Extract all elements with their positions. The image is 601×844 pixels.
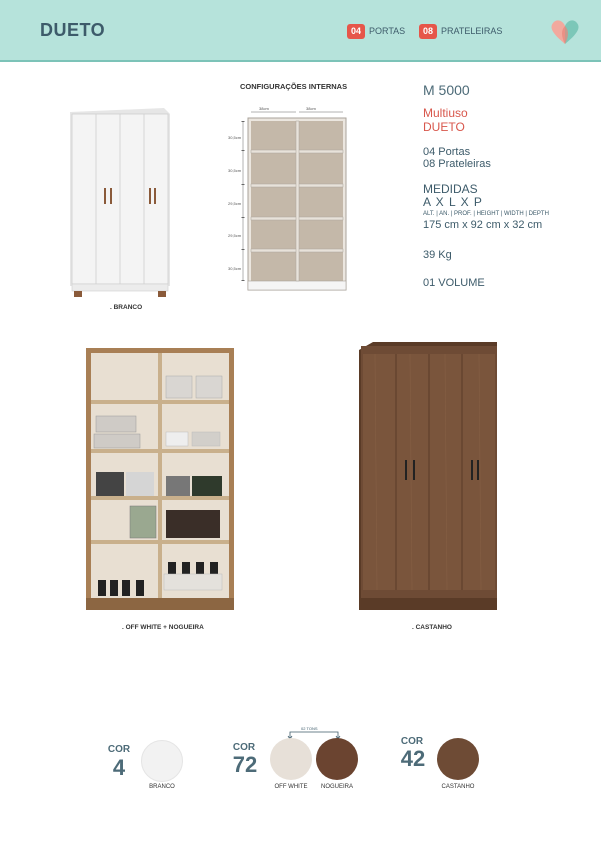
measures-legend: ALT. | AN. | PROF. | HEIGHT | WIDTH | DEPTH <box>423 211 549 217</box>
nogueira-swatch <box>316 738 358 780</box>
product-name: DUETO <box>423 120 465 134</box>
volumes-spec: 01 VOLUME <box>423 277 485 289</box>
brown-wardrobe-image <box>355 340 501 612</box>
internal-config-diagram <box>226 104 350 296</box>
dim-top-right: 38cm <box>306 106 316 111</box>
cor-4-label: COR <box>107 744 131 755</box>
product-category: Multiuso <box>423 106 468 120</box>
dim-row-5: 30,5cm <box>228 266 242 271</box>
dim-row-1: 30,5cm <box>228 135 242 140</box>
off-white-swatch <box>270 738 312 780</box>
cor-42-label: COR <box>400 736 424 747</box>
doors-count-badge: 04 <box>347 24 365 39</box>
open-wardrobe-caption: . OFF WHITE + NOGUEIRA <box>122 624 204 631</box>
white-swatch-caption: BRANCO <box>149 784 175 790</box>
cor-4-number: 4 <box>112 755 126 780</box>
cor-72-number: 72 <box>232 752 258 777</box>
doors-label: PORTAS <box>369 26 406 36</box>
heart-leaf-logo-icon <box>549 18 581 46</box>
measures-value: 175 cm x 92 cm x 32 cm <box>423 219 543 231</box>
nogueira-caption: NOGUEIRA <box>320 784 353 790</box>
brown-wardrobe-caption: . CASTANHO <box>412 624 452 631</box>
two-tones-label: 02 TONS <box>301 726 318 731</box>
shelves-spec: 08 Prateleiras <box>423 158 491 170</box>
castanho-swatch <box>437 738 479 780</box>
cor-72-label: COR <box>232 742 256 753</box>
white-wardrobe-caption: . BRANCO <box>110 304 143 311</box>
off-white-caption: OFF WHITE <box>274 784 308 790</box>
cor-42-number: 42 <box>400 746 426 771</box>
dim-row-2: 30,5cm <box>228 168 242 173</box>
dim-top-left: 38cm <box>259 106 269 111</box>
measures-title: MEDIDAS <box>423 182 478 196</box>
castanho-caption: CASTANHO <box>441 784 475 790</box>
config-title: CONFIGURAÇÕES INTERNAS <box>240 82 348 91</box>
dim-row-4: 29,5cm <box>228 233 242 238</box>
white-swatch <box>141 740 183 782</box>
dim-row-3: 29,5cm <box>228 201 242 206</box>
header-divider <box>0 60 601 62</box>
open-wardrobe-image <box>86 348 234 610</box>
shelves-count-badge: 08 <box>419 24 437 39</box>
model-code: M 5000 <box>423 82 470 98</box>
page-title: DUETO <box>40 20 106 40</box>
weight-spec: 39 Kg <box>423 249 452 261</box>
doors-spec: 04 Portas <box>423 146 471 158</box>
white-wardrobe-image <box>64 104 174 304</box>
measures-axes: A X L X P <box>423 195 483 209</box>
shelves-label: PRATELEIRAS <box>441 26 503 36</box>
